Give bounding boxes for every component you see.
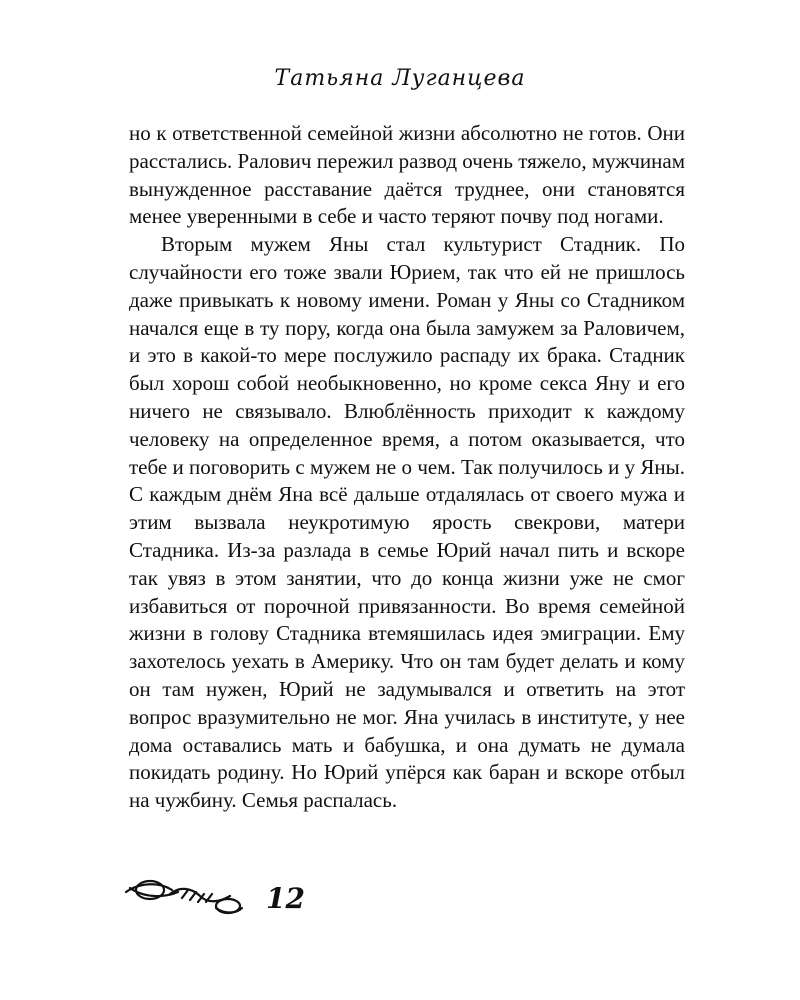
page-footer bbox=[120, 868, 380, 928]
paragraph-2: Вторым мужем Яны стал культурист Стадник. По случайности его тоже звали Юрием, так что ей не пришлось даже привыкать к новому имени. Роман у Яны со Стадником начался еще в ту пору, когда она была замужем за Раловичем, и это в какой-то мере послужило распаду их брака. Стадник был хорош собой необыкновенно, но кроме секса Яну и его ничего не связывало. Влюблённость приходит к каждому человеку на определенное время, а потом оказывается, что тебе и поговорить с мужем не о чем. Так получилось и у Яны. С каждым днём Яна всё дальше отдалялась от своего мужа и этим вызвала неукротимую ярость свекрови, матери Стадника. Из-за разлада в семье Юрий начал пить и вскоре так увяз в этом занятии, что до конца жизни уже не смог избавиться от порочной привязанности. Во время семейной жизни в голову Стадника втемяшилась идея эмиграции. Ему захотелось уехать в Америку. Что он там будет делать и кому он там нужен, Юрий не задумывался и ответить на этот вопрос вразумительно не мог. Яна училась в институте, у нее дома оставались мать и бабушка, и она думать не думала покидать родину. Но Юрий упёрся как баран и вскоре отбыл на чужбину. Семья распалась. bbox=[129, 232, 685, 813]
running-header-author: Татьяна Луганцева bbox=[274, 66, 526, 91]
flourish-ornament-icon bbox=[120, 868, 250, 928]
paragraph-1: но к ответственной семейной жизни абсолютно не готов. Они расстались. Ралович пережил развод очень тяжело, мужчинам вынужденное расставание даётся труднее, они становятся менее уверенными в себе и часто теряют почву под ногами. bbox=[129, 121, 685, 229]
page-body-text bbox=[129, 120, 685, 815]
page-number: 12 bbox=[266, 882, 305, 915]
